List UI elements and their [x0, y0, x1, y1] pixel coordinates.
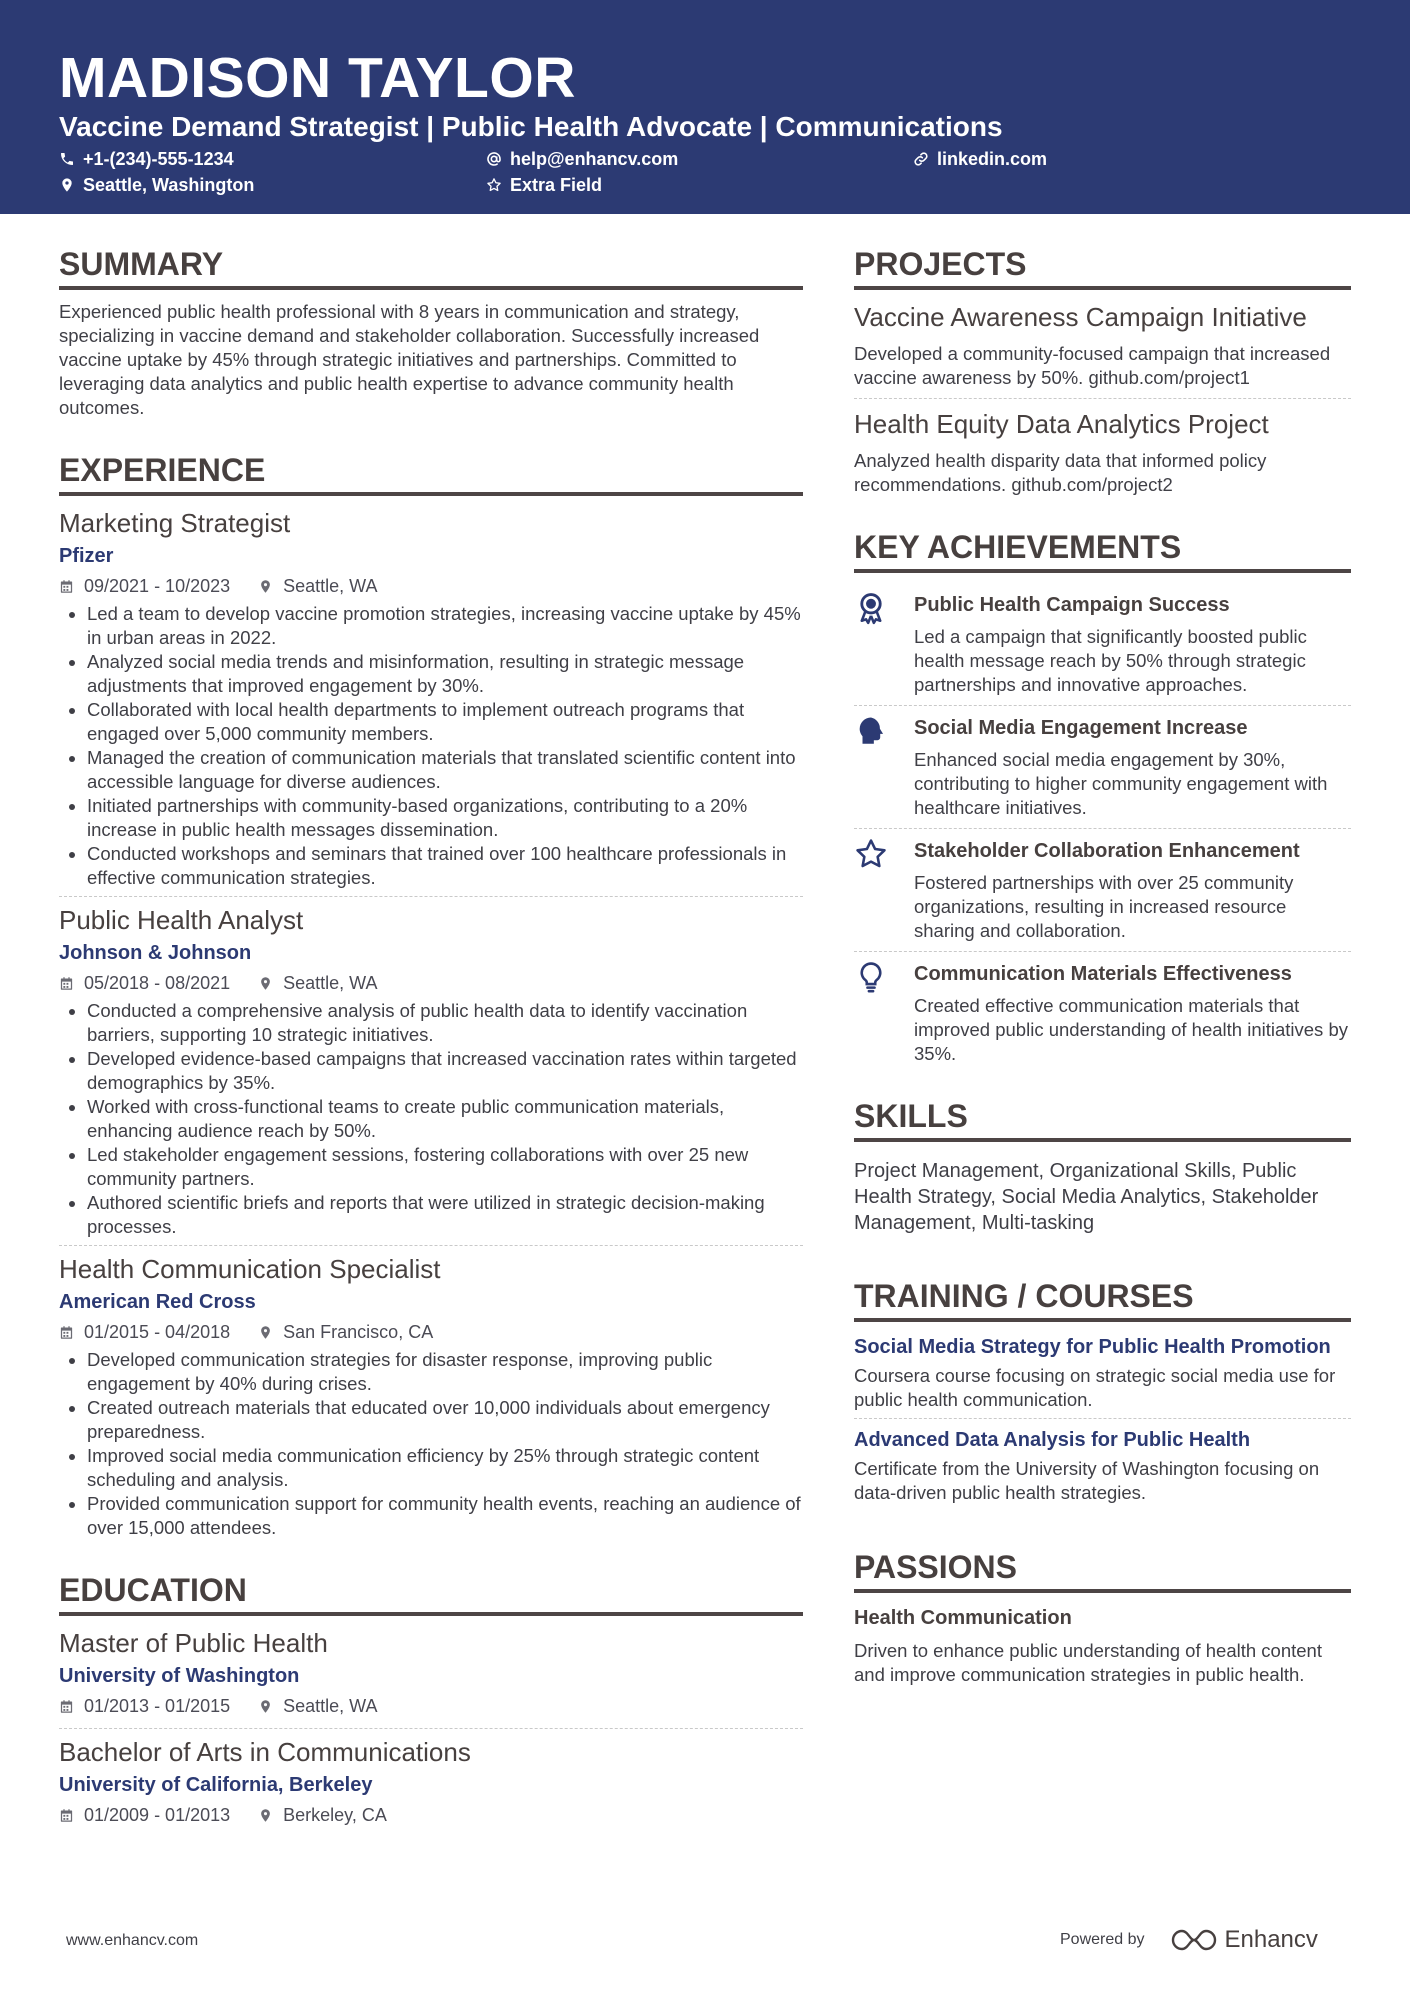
course-title: Social Media Strategy for Public Health Promotion: [854, 1336, 1331, 1358]
achievements-section: [854, 527, 1351, 1074]
bullet-item: • Led a team to develop vaccine promotion strategies, increasing vaccine uptake by 45% in urban areas in 2022.: [87, 602, 803, 650]
job-bullets: [59, 999, 803, 1239]
location-pin-icon: [258, 1808, 273, 1823]
bullet-item: • Managed the creation of communication materials that translated scientific content into accessible language for diverse audiences.: [87, 746, 803, 794]
job-meta: [59, 971, 803, 995]
achievement-description: Enhanced social media engagement by 30%, contributing to higher community engagement with healthcare initiatives.: [914, 749, 1328, 818]
bullet-item: • Led stakeholder engagement sessions, fostering collaborations with over 25 new community partners.: [87, 1143, 803, 1191]
training-section: [854, 1276, 1351, 1511]
achievement-entry: [854, 829, 1351, 952]
education-entry: [59, 1626, 803, 1729]
job-location: San Francisco, CA: [283, 1322, 434, 1342]
calendar-icon: [59, 1808, 74, 1823]
achievement-title: Social Media Engagement Increase: [914, 717, 1248, 739]
location-pin-icon: [258, 1325, 273, 1340]
bullet-item: • Worked with cross-functional teams to create public communication materials, enhancing audience reach by 50%.: [87, 1095, 803, 1143]
enhancv-logo-icon: [1171, 1927, 1217, 1953]
school-name: University of California, Berkeley: [59, 1774, 373, 1796]
summary-text: Experienced public health professional with 8 years in communication and strategy, specializing in vaccine demand and stakeholder collaboration. Successfully increased vaccine uptake by 45% through strategic initiatives and partnerships. Committed to leveraging data analytics and public health expertise to advance community health outcomes.: [59, 301, 760, 418]
footer-website[interactable]: www.enhancv.com: [66, 1932, 199, 1949]
bullet-item: • Collaborated with local health departments to implement outreach programs that engaged over 5,000 community members.: [87, 698, 803, 746]
education-meta: [59, 1694, 803, 1718]
course-title: Advanced Data Analysis for Public Health: [854, 1429, 1251, 1451]
job-meta: [59, 574, 803, 598]
skills-section: [854, 1096, 1351, 1236]
bullet-item: • Initiated partnerships with community-based organizations, contributing to a 20% increase in public health messages dissemination.: [87, 794, 803, 842]
section-title-skills: SKILLS: [854, 1096, 1351, 1142]
achievement-entry: [854, 706, 1351, 829]
bullet-item: • Analyzed social media trends and misinformation, resulting in strategic message adjustments that improved engagement by 30%.: [87, 650, 803, 698]
calendar-icon: [59, 579, 74, 594]
bullet-item: • Authored scientific briefs and reports that were utilized in strategic decision-making processes.: [87, 1191, 803, 1239]
job-meta: [59, 1320, 803, 1344]
section-title-training: TRAINING / COURSES: [854, 1276, 1351, 1322]
degree-title: Master of Public Health: [59, 1628, 328, 1658]
award-icon: [854, 591, 888, 625]
achievement-title: Communication Materials Effectiveness: [914, 963, 1292, 985]
education-section: [59, 1570, 803, 1837]
experience-entry: [59, 506, 803, 897]
achievement-description: Created effective communication materials that improved public understanding of health initiatives by 35%.: [914, 995, 1348, 1064]
section-title-projects: PROJECTS: [854, 244, 1351, 290]
right-column: [854, 244, 1351, 1717]
location-pin-icon: [258, 976, 273, 991]
phone-icon: [59, 151, 75, 167]
job-location: Seattle, WA: [283, 576, 378, 596]
left-column: [59, 244, 803, 1867]
education-location: Berkeley, CA: [283, 1805, 387, 1825]
bullet-item: • Created outreach materials that educated over 10,000 individuals about emergency preparedness.: [87, 1396, 803, 1444]
project-title: Vaccine Awareness Campaign Initiative: [854, 302, 1307, 332]
project-description: Analyzed health disparity data that informed policy recommendations. github.com/project2: [854, 450, 1267, 495]
location-pin-icon: [258, 1699, 273, 1714]
company-name: Pfizer: [59, 545, 114, 567]
candidate-name: MADISON TAYLOR: [59, 46, 576, 110]
achievement-description: Led a campaign that significantly boosted public health message reach by 50% through strategic partnerships and innovative approaches.: [914, 626, 1307, 695]
extra-text: Extra Field: [510, 175, 603, 195]
location-text: Seattle, Washington: [83, 175, 255, 195]
achievement-title: Public Health Campaign Success: [914, 594, 1230, 616]
project-entry: [854, 407, 1351, 505]
calendar-icon: [59, 976, 74, 991]
job-bullets: [59, 602, 803, 890]
contact-phone: [59, 148, 234, 170]
company-name: American Red Cross: [59, 1291, 256, 1313]
passions-section: [854, 1547, 1351, 1687]
course-entry: [854, 1427, 1351, 1511]
job-dates: 01/2015 - 04/2018: [84, 1322, 231, 1342]
passion-description: Driven to enhance public understanding of health content and improve communication strategies in public health.: [854, 1640, 1322, 1685]
bullet-item: • Provided communication support for community health events, reaching an audience of over 15,000 attendees.: [87, 1492, 803, 1540]
contact-extra: [486, 174, 602, 196]
project-entry: [854, 300, 1351, 399]
job-bullets: [59, 1348, 803, 1540]
section-title-experience: EXPERIENCE: [59, 450, 803, 496]
job-dates: 09/2021 - 10/2023: [84, 576, 231, 596]
contact-location: [59, 174, 254, 196]
powered-by-text: Powered by: [1060, 1931, 1145, 1948]
resume-header: [0, 0, 1410, 214]
projects-section: [854, 244, 1351, 505]
calendar-icon: [59, 1699, 74, 1714]
linkedin-text: linkedin.com: [937, 149, 1048, 169]
bullet-item: • Developed communication strategies for disaster response, improving public engagement by 40% during crises.: [87, 1348, 803, 1396]
section-title-achievements: KEY ACHIEVEMENTS: [854, 527, 1351, 573]
course-description: Coursera course focusing on strategic social media use for public health communication.: [854, 1365, 1336, 1410]
job-title: Public Health Analyst: [59, 905, 304, 935]
degree-title: Bachelor of Arts in Communications: [59, 1737, 471, 1767]
experience-section: [59, 450, 803, 1546]
company-name: Johnson & Johnson: [59, 942, 252, 964]
link-icon: [913, 151, 929, 167]
job-title: Marketing Strategist: [59, 508, 291, 538]
project-title: Health Equity Data Analytics Project: [854, 409, 1269, 439]
section-title-passions: PASSIONS: [854, 1547, 1351, 1593]
brand-name: Enhancv: [1224, 1926, 1318, 1953]
course-entry: [854, 1334, 1351, 1419]
achievement-title: Stakeholder Collaboration Enhancement: [914, 840, 1300, 862]
location-pin-icon: [258, 579, 273, 594]
job-title: Health Communication Specialist: [59, 1254, 441, 1284]
star-outline-icon: [486, 177, 502, 193]
job-location: Seattle, WA: [283, 973, 378, 993]
experience-entry: [59, 903, 803, 1246]
education-dates: 01/2013 - 01/2015: [84, 1696, 231, 1716]
section-title-summary: SUMMARY: [59, 244, 803, 290]
bullet-item: • Conducted a comprehensive analysis of public health data to identify vaccination barriers, supporting 10 strategic initiatives.: [87, 999, 803, 1047]
brand-logo[interactable]: [1171, 1926, 1318, 1954]
achievement-description: Fostered partnerships with over 25 community organizations, resulting in increased resource sharing and collaboration.: [914, 872, 1294, 941]
skills-text: Project Management, Organizational Skills, Public Health Strategy, Social Media Analytics, Stakeholder Management, Multi-tasking: [854, 1160, 1319, 1234]
achievement-entry: [854, 583, 1351, 706]
phone-text: +1-(234)-555-1234: [83, 149, 234, 169]
experience-entry: [59, 1252, 803, 1546]
location-pin-icon: [59, 177, 75, 193]
head-icon: [854, 714, 888, 748]
bullet-item: • Conducted workshops and seminars that trained over 100 healthcare professionals in effective communication strategies.: [87, 842, 803, 890]
contact-email[interactable]: [486, 148, 678, 170]
footer-powered-by: [1060, 1926, 1318, 1954]
summary-section: [59, 244, 803, 420]
project-description: Developed a community-focused campaign that increased vaccine awareness by 50%. github.com/project1: [854, 343, 1331, 388]
school-name: University of Washington: [59, 1665, 300, 1687]
candidate-headline: Vaccine Demand Strategist | Public Health Advocate | Communications: [59, 111, 1003, 142]
course-description: Certificate from the University of Washington focusing on data-driven public health strategies.: [854, 1458, 1320, 1503]
bullet-item: • Improved social media communication efficiency by 25% through strategic content scheduling and analysis.: [87, 1444, 803, 1492]
education-dates: 01/2009 - 01/2013: [84, 1805, 231, 1825]
section-title-education: EDUCATION: [59, 1570, 803, 1616]
education-location: Seattle, WA: [283, 1696, 378, 1716]
job-dates: 05/2018 - 08/2021: [84, 973, 231, 993]
at-icon: [486, 151, 502, 167]
calendar-icon: [59, 1325, 74, 1340]
star-icon: [854, 837, 888, 871]
bullet-item: • Developed evidence-based campaigns that increased vaccination rates within targeted demographics by 35%.: [87, 1047, 803, 1095]
contact-linkedin[interactable]: [913, 148, 1047, 170]
passion-title: Health Communication: [854, 1607, 1072, 1629]
achievement-entry: [854, 952, 1351, 1074]
education-meta: [59, 1803, 803, 1827]
education-entry: [59, 1735, 803, 1837]
email-text: help@enhancv.com: [510, 149, 679, 169]
lightbulb-icon: [854, 960, 888, 994]
